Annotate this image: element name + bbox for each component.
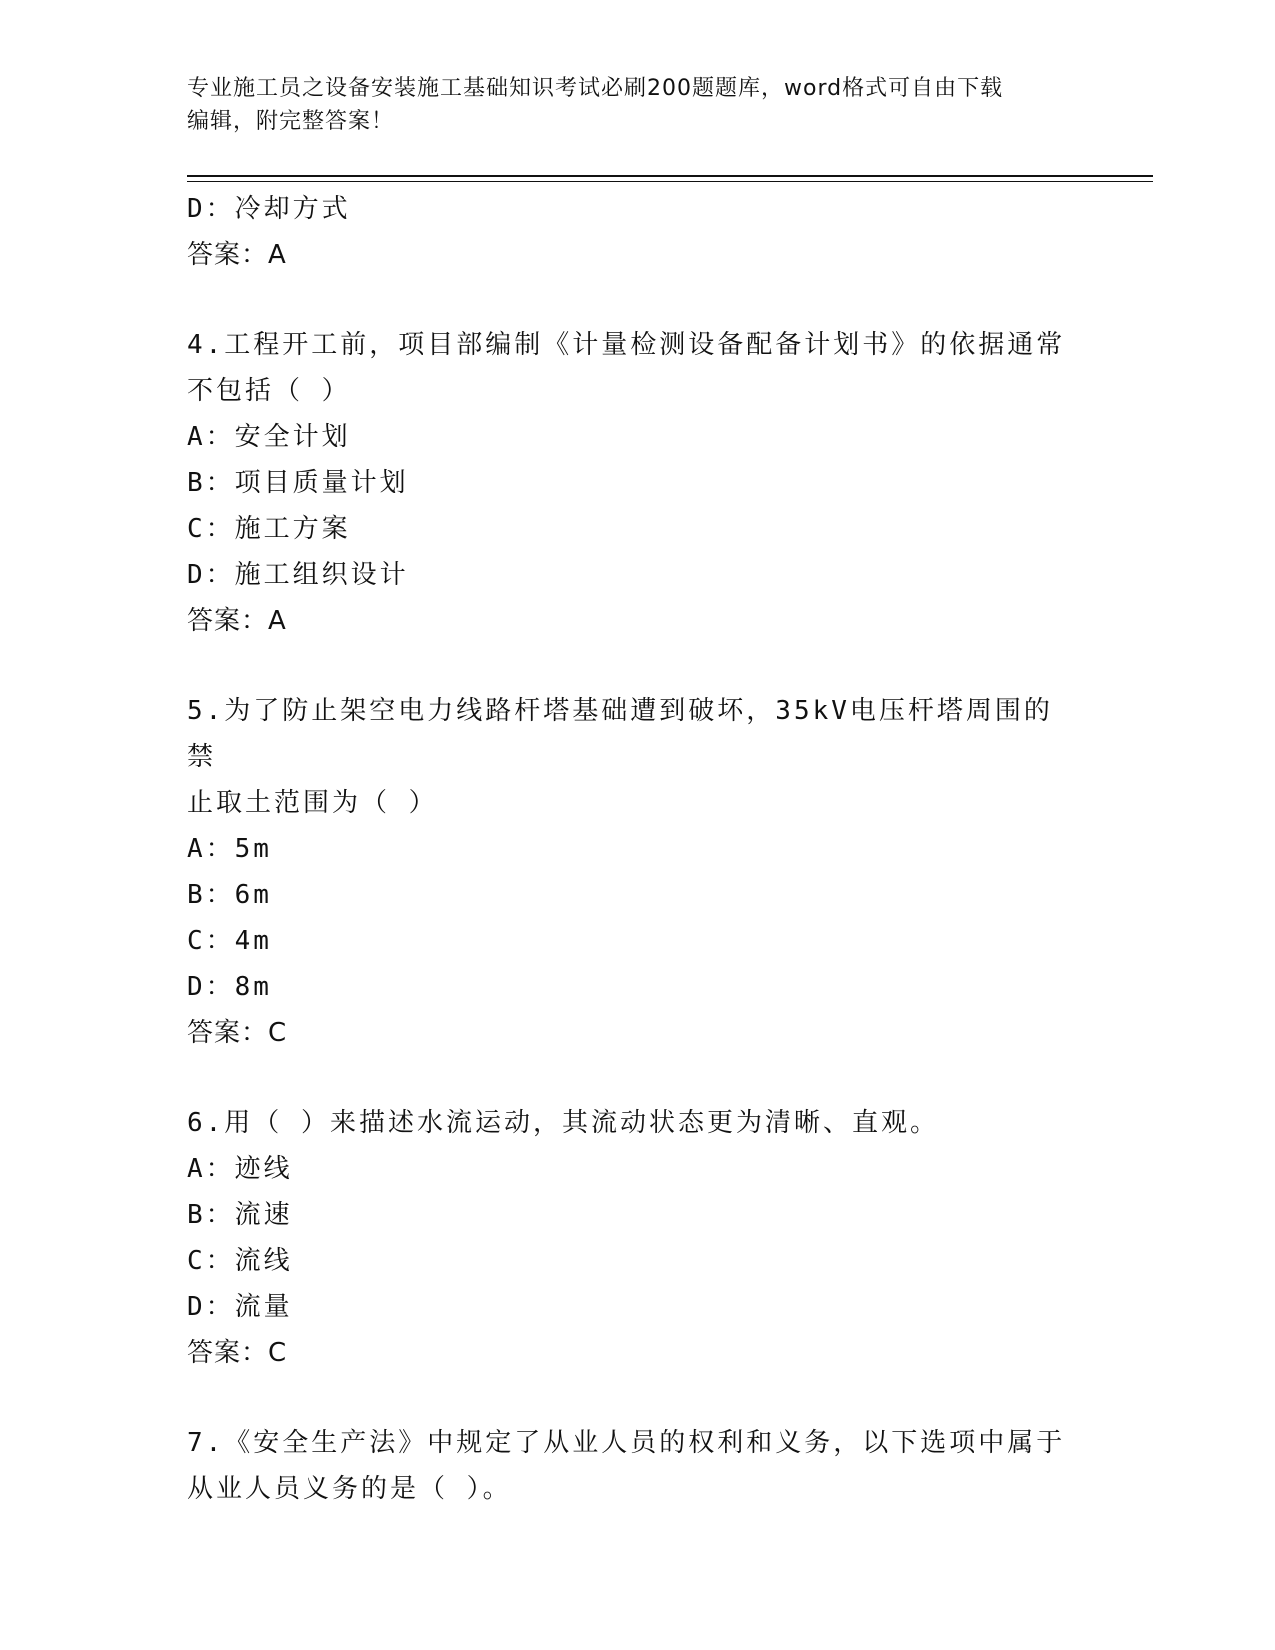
option-d: D：流量 — [187, 1292, 293, 1322]
answer: 答案：A — [187, 240, 287, 270]
header-divider-bottom — [187, 181, 1153, 182]
question-5 — [187, 688, 1067, 1056]
option-d: D：冷却方式 — [187, 194, 351, 224]
option-b: B：项目质量计划 — [187, 468, 409, 498]
question-text-line2: 从业人员义务的是（ ）。 — [187, 1474, 512, 1504]
answer: 答案：C — [187, 1338, 288, 1368]
option-d: D：8m — [187, 972, 272, 1002]
question-7 — [187, 1420, 1067, 1512]
option-c: C：施工方案 — [187, 514, 351, 544]
answer: 答案：C — [187, 1018, 288, 1048]
header-divider-top — [187, 175, 1153, 177]
option-b: B：流速 — [187, 1200, 293, 1230]
question-text-line1: 5.为了防止架空电力线路杆塔基础遭到破坏，35kV电压杆塔周围的禁 — [187, 696, 1053, 772]
option-c: C：4m — [187, 926, 272, 956]
question-text-line1: 7.《安全生产法》中规定了从业人员的权利和义务，以下选项中属于 — [187, 1428, 1066, 1458]
option-a: A：5m — [187, 834, 272, 864]
header-title-line2: 编辑，附完整答案！ — [187, 109, 395, 134]
option-d: D：施工组织设计 — [187, 560, 409, 590]
header-title-line1: 专业施工员之设备安装施工基础知识考试必刷200题题库，word格式可自由下载 — [187, 76, 1004, 101]
question-text-line1: 4.工程开工前，项目部编制《计量检测设备配备计划书》的依据通常 — [187, 330, 1066, 360]
answer: 答案：A — [187, 606, 287, 636]
document-header — [187, 72, 1067, 138]
option-c: C：流线 — [187, 1246, 293, 1276]
document-body — [187, 186, 1067, 1512]
question-text-line2: 不包括（ ） — [187, 376, 351, 406]
question-text-line2: 止取土范围为（ ） — [187, 788, 438, 818]
previous-question-tail — [187, 186, 1067, 278]
question-4 — [187, 322, 1067, 644]
option-a: A：安全计划 — [187, 422, 351, 452]
option-b: B：6m — [187, 880, 272, 910]
question-text-line1: 6.用（ ）来描述水流运动，其流动状态更为清晰、直观。 — [187, 1108, 939, 1138]
option-a: A：迹线 — [187, 1154, 293, 1184]
question-6 — [187, 1100, 1067, 1376]
